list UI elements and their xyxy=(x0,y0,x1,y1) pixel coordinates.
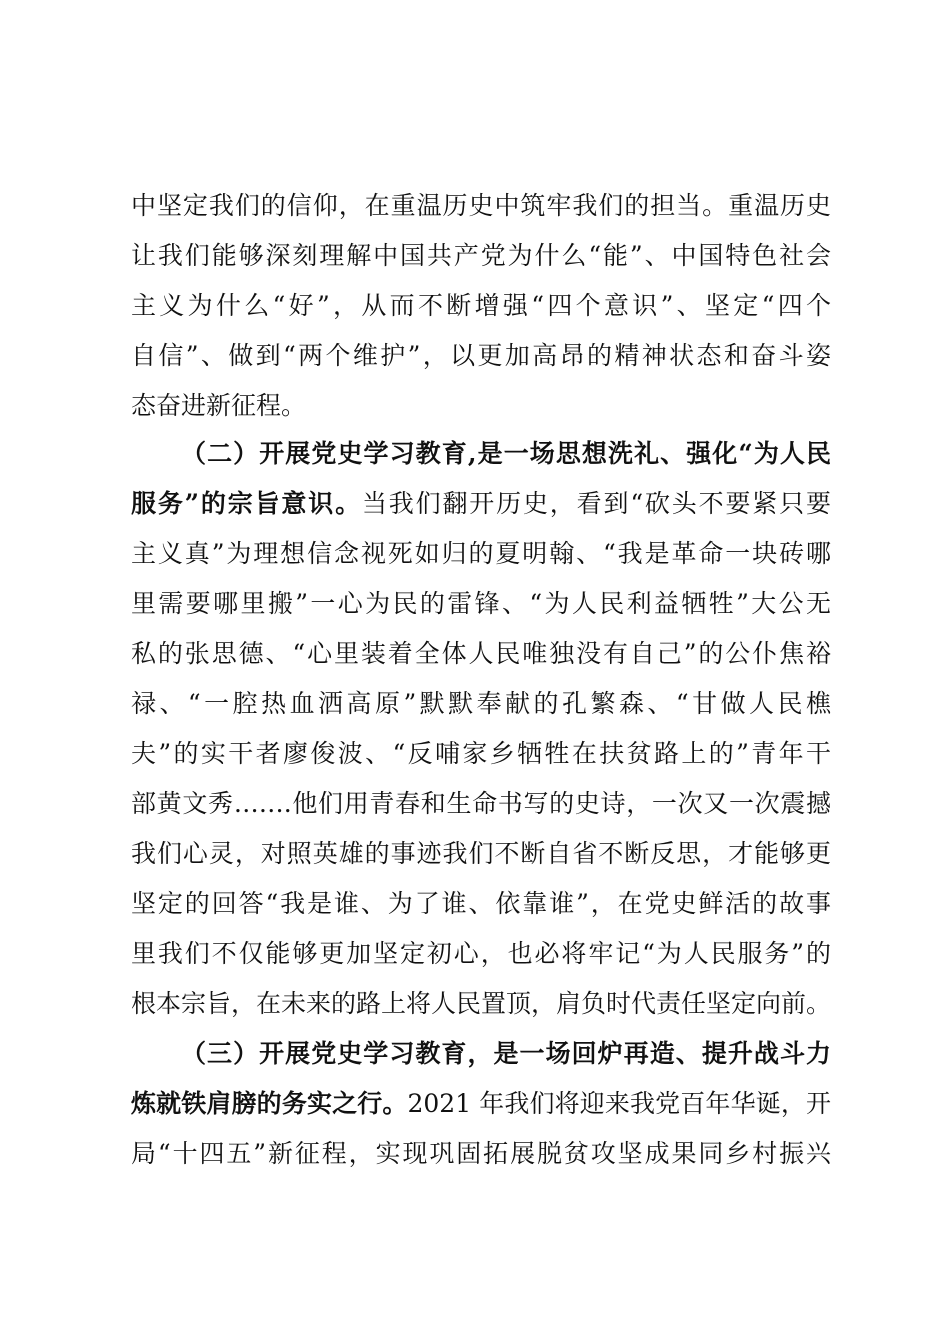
paragraph-3-heading-end: 炼就铁肩膀的务实之行。 xyxy=(131,1089,408,1118)
paragraph-2-line-6: 禄、“一腔热血洒高原”默默奉献的孔繁森、“甘做人民樵 xyxy=(131,689,831,718)
paragraph-2-line-9: 我们心灵，对照英雄的事迹我们不断自省不断反思，才能够更 xyxy=(131,839,831,868)
paragraph-1-line-2: 让我们能够深刻理解中国共产党为什么“能”、中国特色社会 xyxy=(131,241,831,270)
paragraph-2-line-10: 坚定的回答“我是谁、为了谁、依靠谁”，在党史鲜活的故事 xyxy=(131,889,831,918)
paragraph-2-line-7: 夫”的实干者廖俊波、“反哺家乡牺牲在扶贫路上的”青年干 xyxy=(131,739,831,768)
paragraph-2-line-4: 里需要哪里搬”一心为民的雷锋、“为人民利益牺牲”大公无 xyxy=(131,589,831,618)
paragraph-2-line-2-text: 当我们翻开历史，看到“砍头不要紧只要 xyxy=(361,489,831,518)
paragraph-3-line-2-text: 2021 年我们将迎来我党百年华诞，开 xyxy=(407,1089,831,1118)
paragraph-2-line-2 xyxy=(131,484,831,524)
paragraph-2-line-3: 主义真”为理想信念视死如归的夏明翰、“我是革命一块砖哪 xyxy=(131,539,831,568)
paragraph-3-heading-line: （三）开展党史学习教育，是一场回炉再造、提升战斗力 xyxy=(181,1039,831,1068)
paragraph-2-heading-line: （二）开展党史学习教育,是一场思想洗礼、强化“为人民 xyxy=(181,439,831,468)
paragraph-2-line-12: 根本宗旨，在未来的路上将人民置顶，肩负时代责任坚定向前。 xyxy=(131,989,832,1018)
paragraph-1-line-1: 中坚定我们的信仰，在重温历史中筑牢我们的担当。重温历史 xyxy=(131,191,831,220)
paragraph-3-line-2 xyxy=(131,1084,831,1124)
paragraph-2-line-8: 部黄文秀…….他们用青春和生命书写的史诗，一次又一次震撼 xyxy=(131,789,831,818)
paragraph-2-heading-end: 服务”的宗旨意识。 xyxy=(131,489,362,518)
paragraph-1-line-3: 主义为什么“好”，从而不断增强“四个意识”、坚定“四个 xyxy=(131,291,831,320)
paragraph-2-line-5: 私的张思德、“心里装着全体人民唯独没有自己”的公仆焦裕 xyxy=(131,639,831,668)
paragraph-1-line-4: 自信”、做到“两个维护”，以更加高昂的精神状态和奋斗姿 xyxy=(131,341,831,370)
paragraph-2-line-11: 里我们不仅能够更加坚定初心，也必将牢记“为人民服务”的 xyxy=(131,939,831,968)
paragraph-3-line-3: 局“十四五”新征程，实现巩固拓展脱贫攻坚成果同乡村振兴 xyxy=(131,1139,831,1168)
paragraph-1-line-5: 态奋进新征程。 xyxy=(131,391,307,420)
